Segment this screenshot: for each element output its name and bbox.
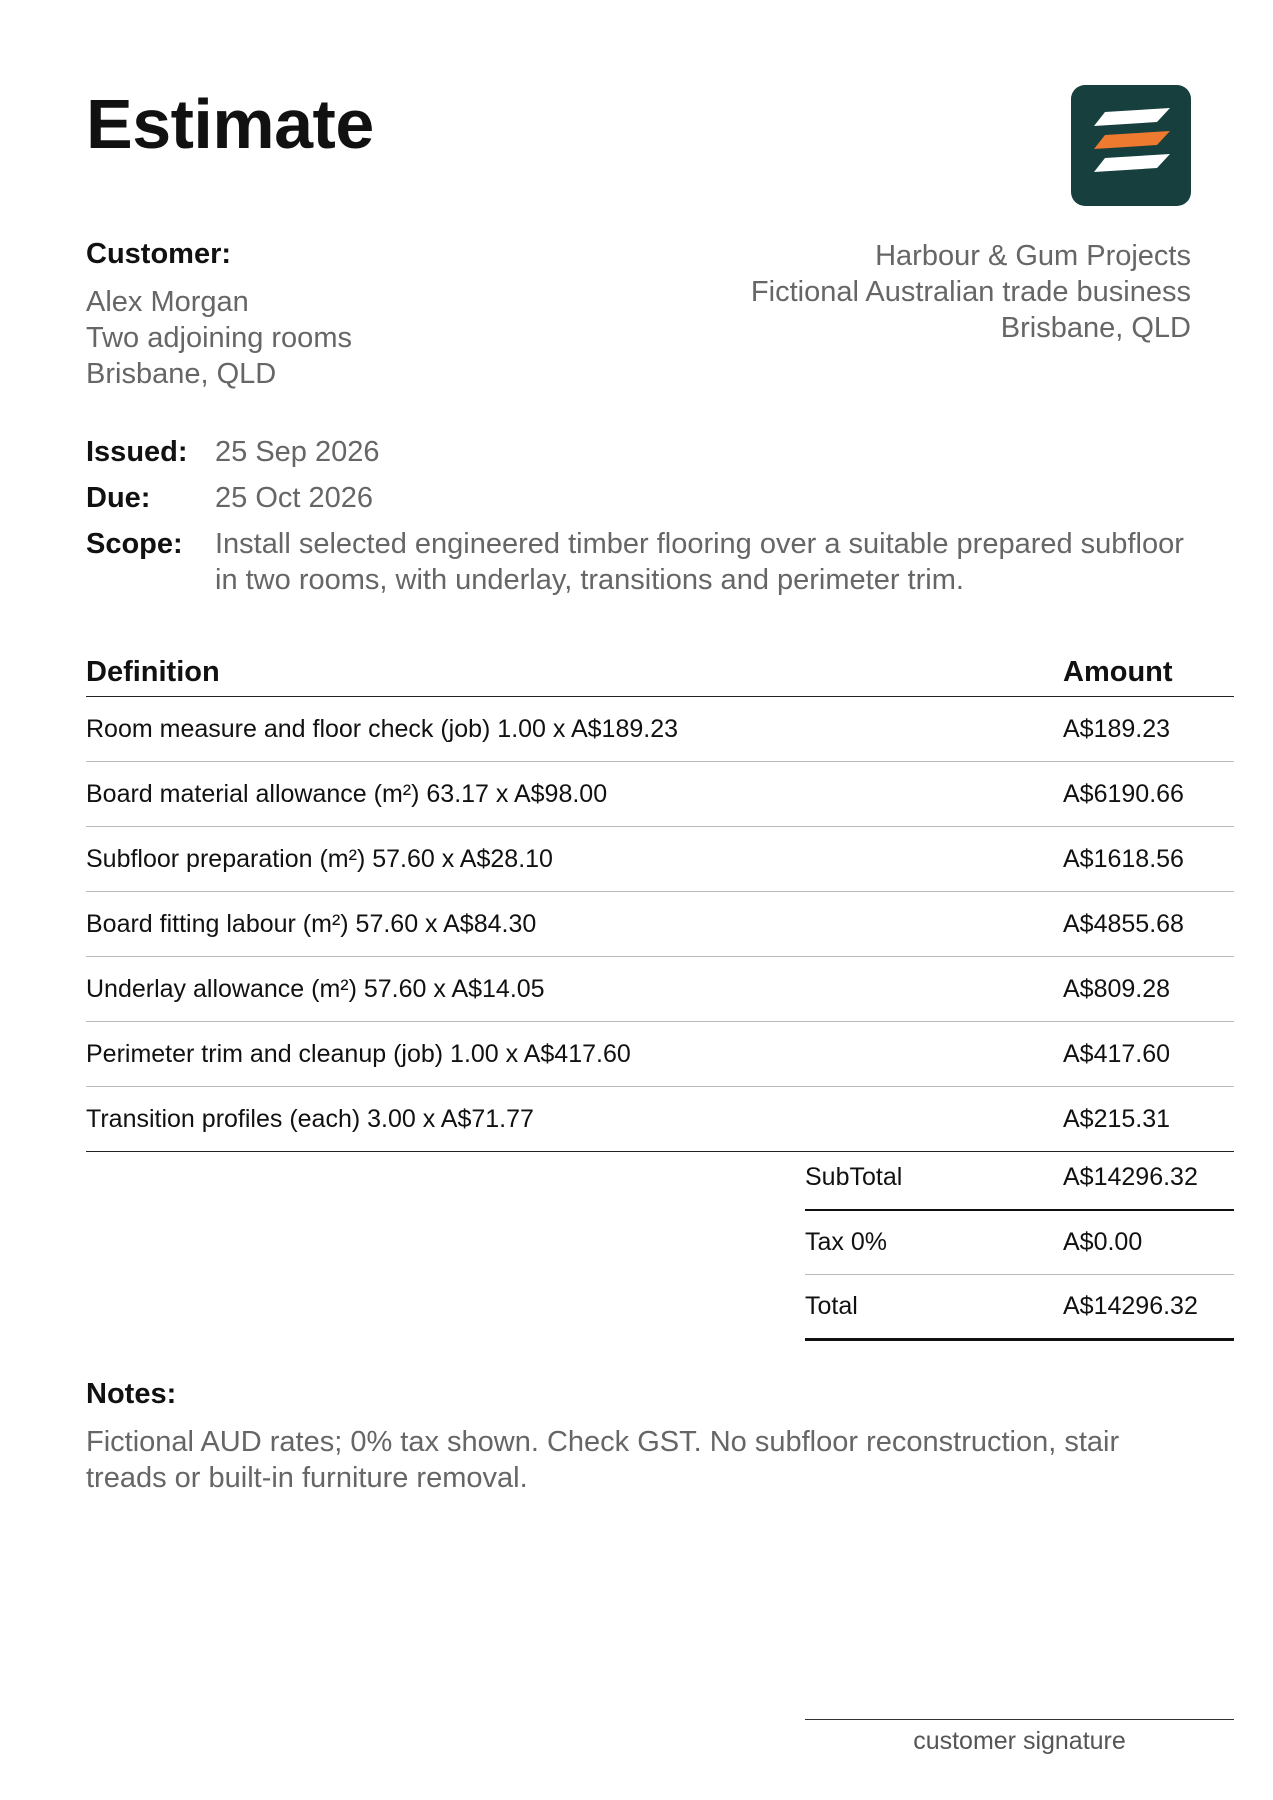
line-items-table	[86, 654, 1234, 1152]
estimate-meta	[86, 434, 1185, 608]
customer-label: Customer:	[86, 238, 232, 270]
line-item-definition: Perimeter trim and cleanup (job) 1.00 x A$417.60	[86, 1022, 1063, 1087]
tax-value: A$0.00	[1063, 1210, 1234, 1275]
line-item-definition: Room measure and floor check (job) 1.00 x A$189.23	[86, 697, 1063, 762]
customer-city: Brisbane, QLD	[86, 358, 277, 390]
issued-row	[86, 434, 1185, 470]
line-item-amount: A$1618.56	[1063, 827, 1234, 892]
line-item-definition: Transition profiles (each) 3.00 x A$71.77	[86, 1087, 1063, 1152]
table-row	[86, 1087, 1234, 1152]
table-row	[86, 957, 1234, 1022]
issued-label: Issued:	[86, 436, 188, 468]
signature-label: customer signature	[913, 1727, 1126, 1755]
table-row	[86, 1022, 1234, 1087]
total-label: Total	[805, 1275, 1063, 1340]
issued-date: 25 Sep 2026	[215, 436, 380, 468]
business-city: Brisbane, QLD	[1000, 312, 1191, 344]
line-item-amount: A$809.28	[1063, 957, 1234, 1022]
notes-label: Notes:	[86, 1378, 177, 1410]
company-logo-icon	[1071, 85, 1191, 206]
due-label: Due:	[86, 482, 151, 514]
table-header-row	[86, 654, 1234, 697]
business-block	[751, 238, 1191, 346]
line-item-amount: A$4855.68	[1063, 892, 1234, 957]
total-value: A$14296.32	[1063, 1275, 1234, 1340]
subtotal-row	[805, 1146, 1234, 1210]
scope-row	[86, 526, 1185, 598]
scope-label: Scope:	[86, 528, 183, 560]
customer-name: Alex Morgan	[86, 286, 249, 318]
line-item-definition: Underlay allowance (m²) 57.60 x A$14.05	[86, 957, 1063, 1022]
totals-table	[805, 1146, 1234, 1341]
due-row	[86, 480, 1185, 516]
total-row	[805, 1275, 1234, 1340]
tax-label: Tax 0%	[805, 1210, 1063, 1275]
line-item-definition: Subfloor preparation (m²) 57.60 x A$28.10	[86, 827, 1063, 892]
customer-block	[86, 284, 352, 392]
amount-header: Amount	[1063, 654, 1234, 697]
subtotal-value: A$14296.32	[1063, 1146, 1234, 1210]
signature-line	[805, 1719, 1234, 1720]
line-item-amount: A$6190.66	[1063, 762, 1234, 827]
definition-header: Definition	[86, 654, 1063, 697]
business-name: Harbour & Gum Projects	[875, 240, 1191, 272]
line-item-amount: A$189.23	[1063, 697, 1234, 762]
stacked-boards-logo-icon	[1071, 85, 1191, 206]
table-row	[86, 827, 1234, 892]
business-descriptor: Fictional Australian trade business	[750, 276, 1191, 308]
line-item-definition: Board fitting labour (m²) 57.60 x A$84.30	[86, 892, 1063, 957]
notes-text: Fictional AUD rates; 0% tax shown. Check GST. No subfloor reconstruction, stair treads or built-in furniture removal.	[86, 1426, 1120, 1494]
due-date: 25 Oct 2026	[215, 482, 373, 514]
customer-location: Two adjoining rooms	[86, 322, 352, 354]
line-item-amount: A$417.60	[1063, 1022, 1234, 1087]
subtotal-label: SubTotal	[805, 1146, 1063, 1210]
line-item-amount: A$215.31	[1063, 1087, 1234, 1152]
table-row	[86, 697, 1234, 762]
scope-text: Install selected engineered timber flooring over a suitable prepared subfloor in two rooms, with underlay, transitions and perimeter trim.	[215, 528, 1184, 596]
document-title: Estimate	[86, 85, 374, 163]
tax-row	[805, 1210, 1234, 1275]
line-item-definition: Board material allowance (m²) 63.17 x A$98.00	[86, 762, 1063, 827]
table-row	[86, 762, 1234, 827]
table-row	[86, 892, 1234, 957]
